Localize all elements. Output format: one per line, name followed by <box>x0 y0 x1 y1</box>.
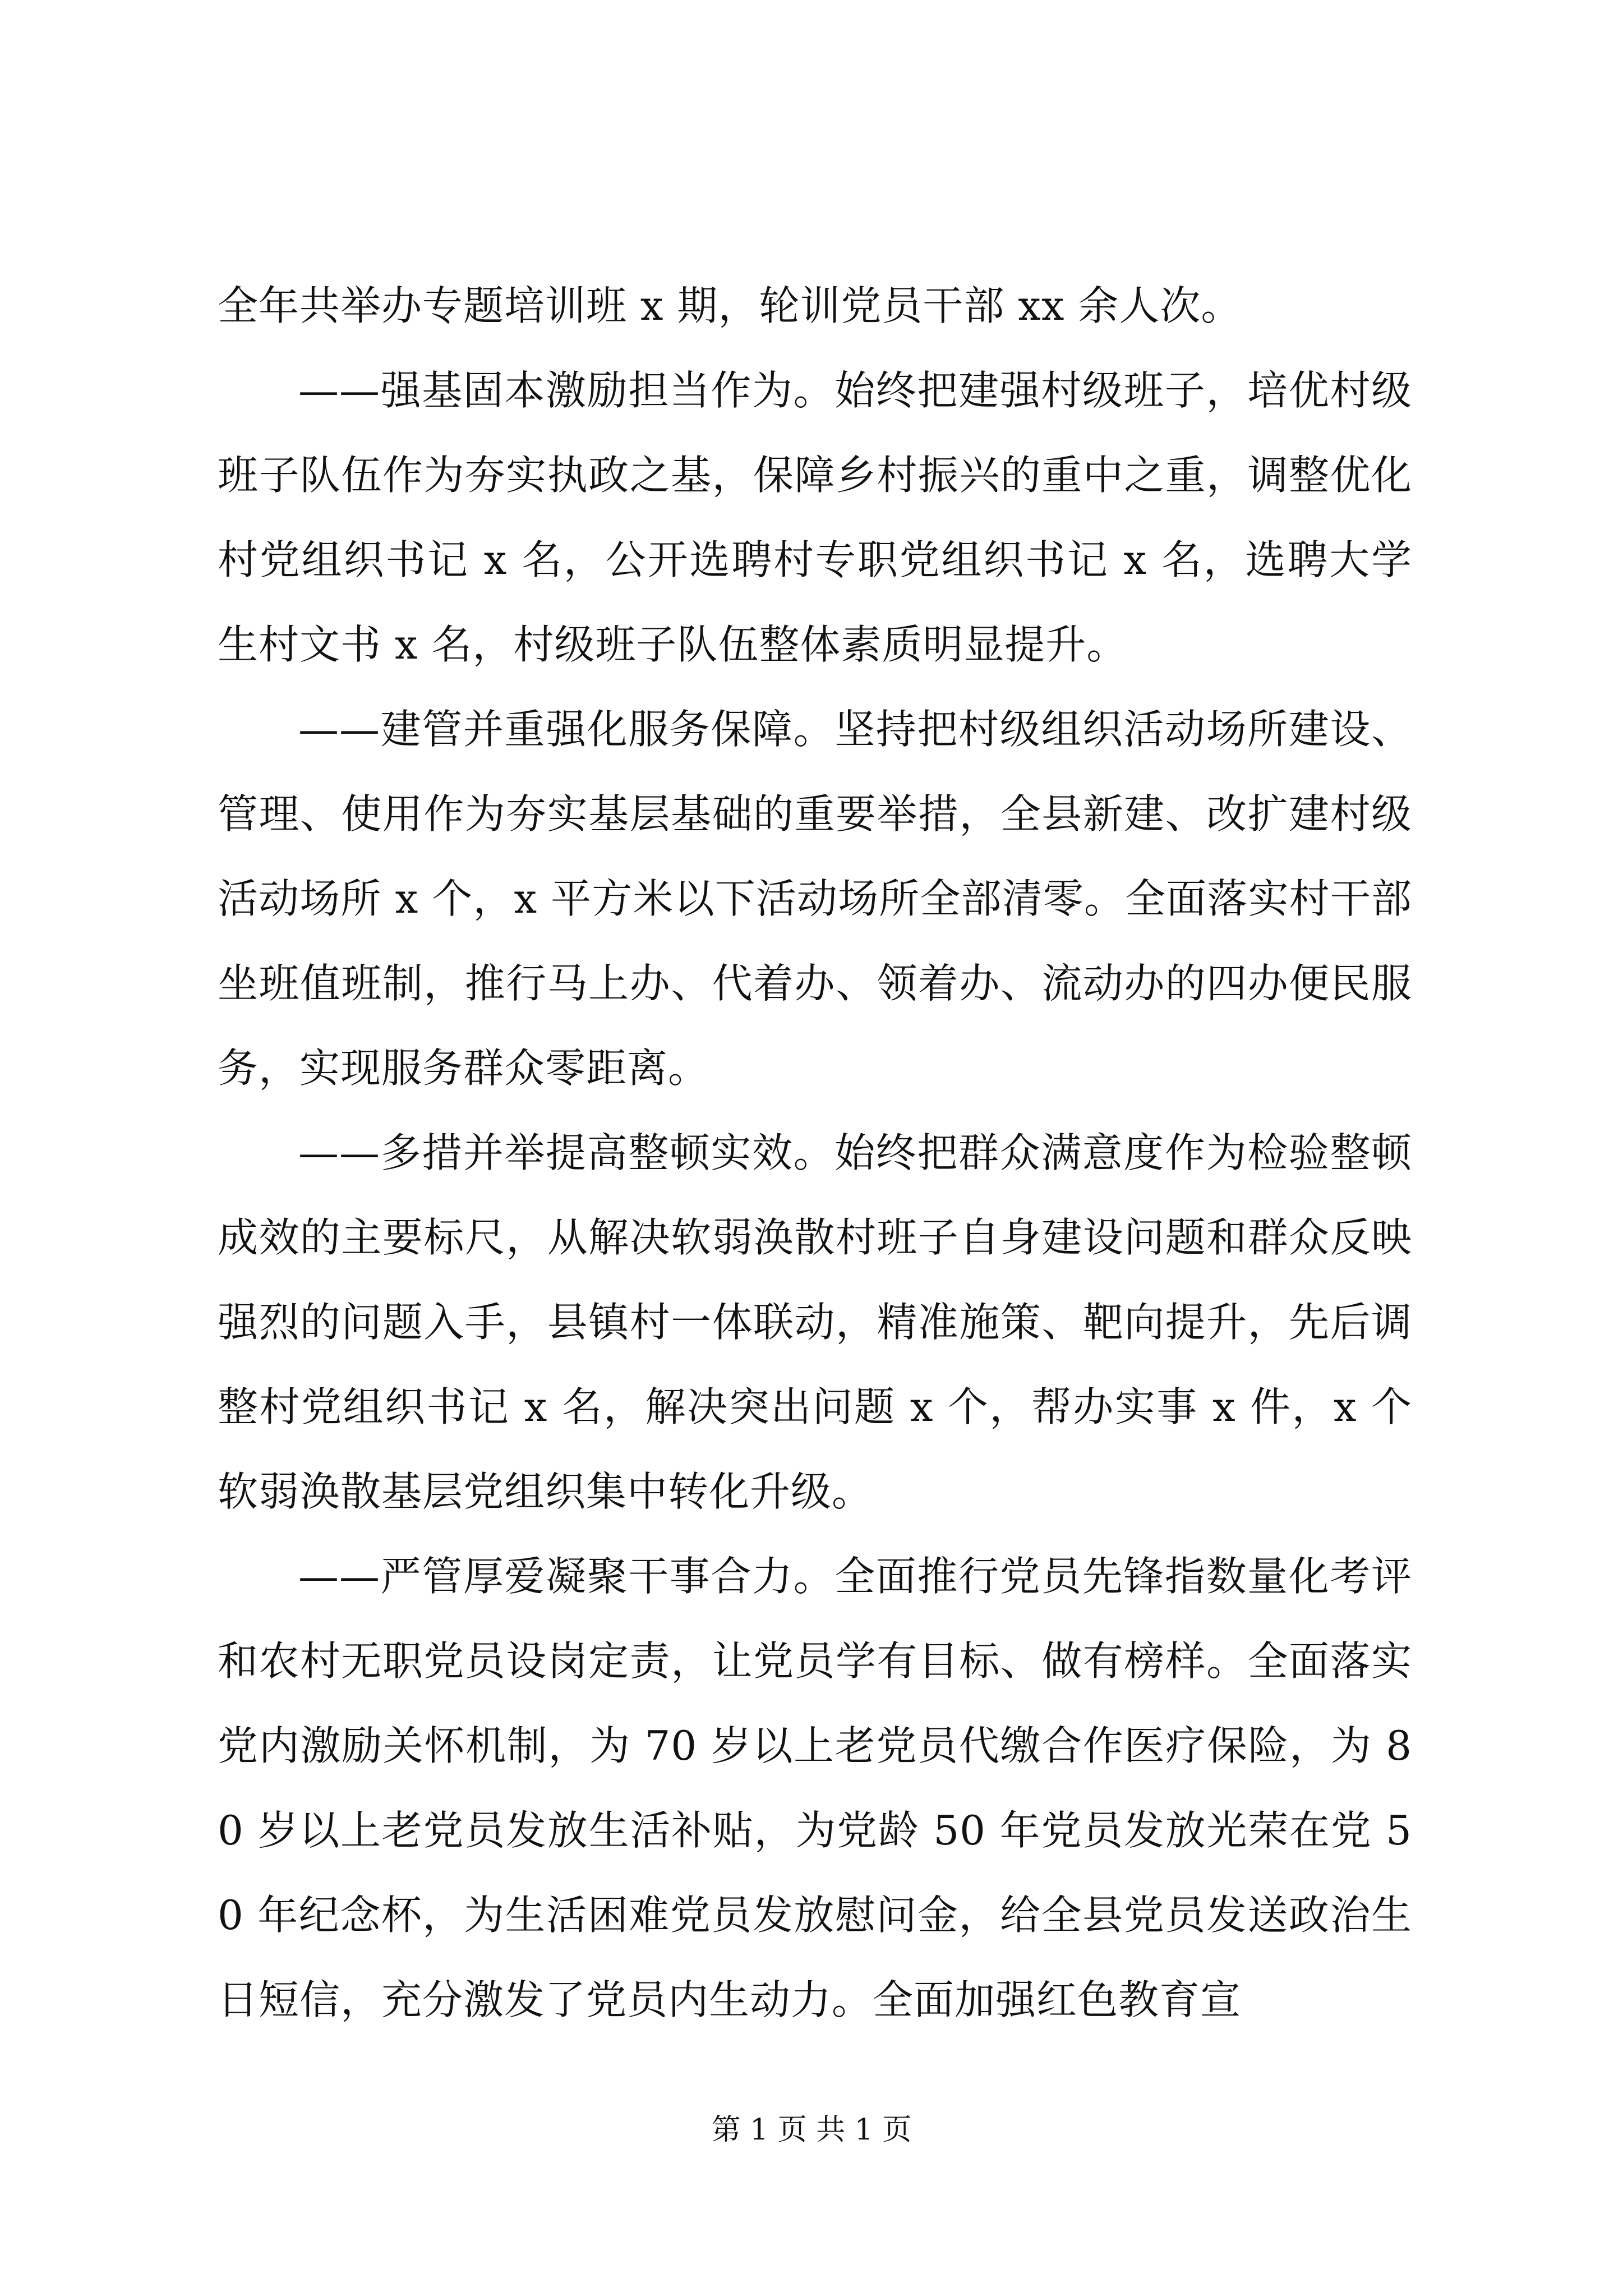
paragraph-service-facilities: ——建管并重强化服务保障。坚持把村级组织活动场所建设、管理、使用作为夯实基层基础的重要举措，全县新建、改扩建村级活动场所 x 个，x 平方米以下活动场所全部清零。全面落实村干部坐班值班制，推行马上办、代着办、领着办、流动办的四办便民服务，实现服务群众零距离。 <box>218 706 1412 1092</box>
paragraph-village-leadership: ——强基固本激励担当作为。始终把建强村级班子，培优村级班子队伍作为夯实执政之基，保障乡村振兴的重中之重，调整优化村党组织书记 x 名，公开选聘村专职党组织书记 x 名，选聘大学生村文书 x 名，村级班子队伍整体素质明显提升。 <box>218 367 1412 668</box>
paragraph-party-member-care: ——严管厚爱凝聚干事合力。全面推行党员先锋指数量化考评和农村无职党员设岗定责，让党员学有目标、做有榜样。全面落实党内激励关怀机制，为 70 岁以上老党员代缴合作医疗保险，为 80 岁以上老党员发放生活补贴，为党龄 50 年党员发放光荣在党 50 年纪念杯，为生活困难党员发放慰问金，给全县党员发送政治生日短信，充分激发了党员内生动力。全面加强红色教育宣 <box>218 1553 1412 2023</box>
document-body <box>218 264 1412 2042</box>
paragraph-training-summary: 全年共举办专题培训班 x 期，轮训党员干部 xx 余人次。 <box>218 282 1242 329</box>
page-footer-page-number: 第 1 页 共 1 页 <box>711 2113 912 2147</box>
paragraph-rectification-results: ——多措并举提高整顿实效。始终把群众满意度作为检验整顿成效的主要标尺，从解决软弱涣散村班子自身建设问题和群众反映强烈的问题入手，县镇村一体联动，精准施策、靶向提升，先后调整村党组织书记 x 名，解决突出问题 x 个，帮办实事 x 件，x 个软弱涣散基层党组织集中转化升级。 <box>218 1129 1412 1515</box>
